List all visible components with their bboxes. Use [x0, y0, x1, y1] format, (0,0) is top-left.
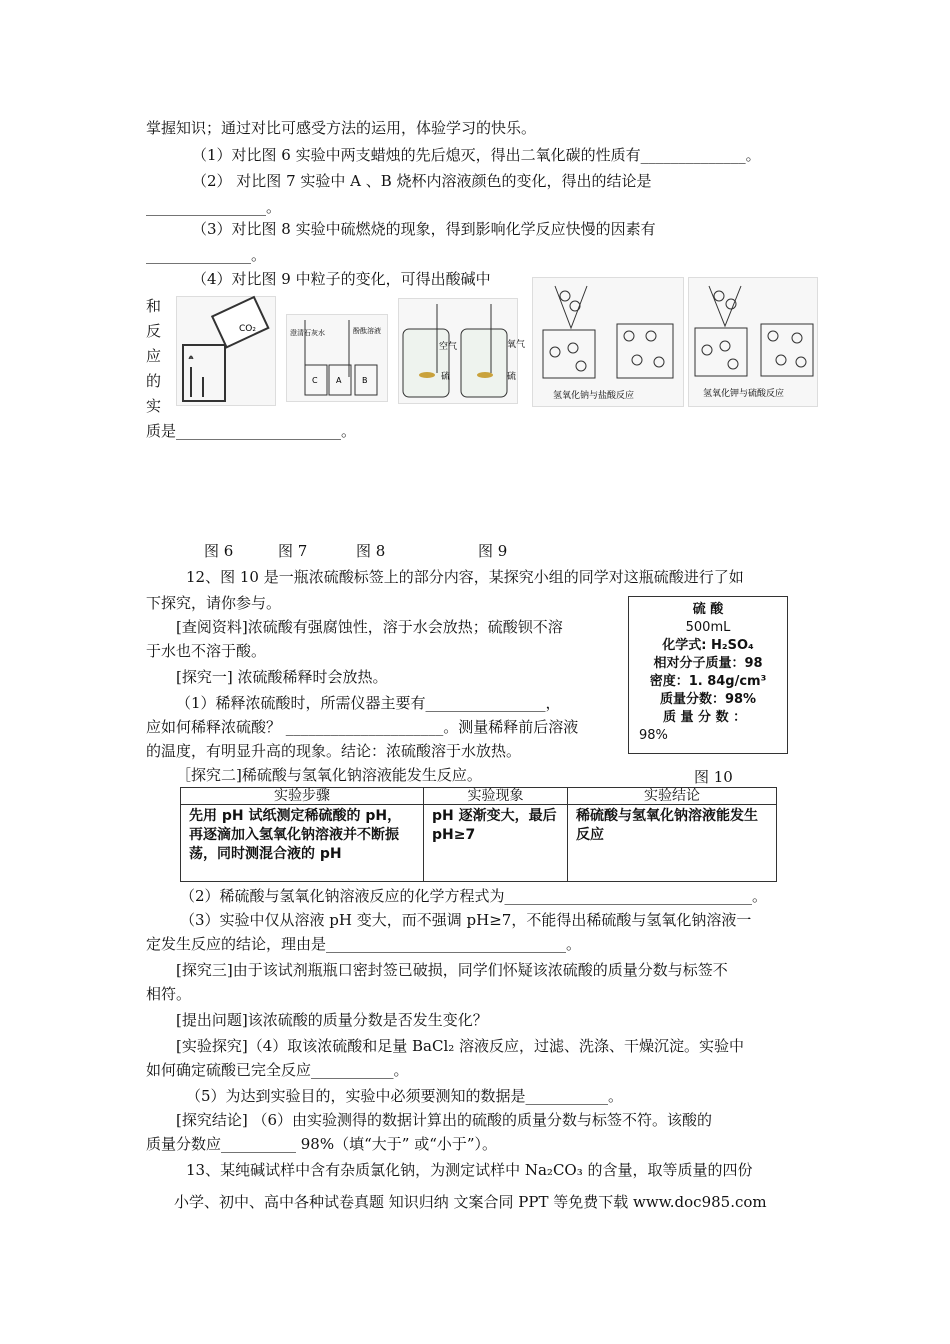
- table-cell: pH 逐渐变大，最后 pH≥7: [424, 805, 568, 882]
- label-fraction-2-value: 98%: [639, 728, 668, 743]
- question-12-intro: 12、图 10 是一瓶浓硫酸标签上的部分内容，某探究小组的同学对这瓶硫酸进行了如: [186, 568, 744, 586]
- label-name: 硫 酸: [692, 602, 724, 617]
- figure-7-label: B: [362, 376, 368, 385]
- question-3: （3）对比图 8 实验中硫燃烧的现象，得到影响化学反应快慢的因素有: [192, 220, 656, 238]
- text-line: （2）稀硫酸与氢氧化钠溶液反应的化学方程式为_________________________________。: [180, 887, 768, 905]
- text-line: [查阅资料]浓硫酸有强腐蚀性，溶于水会放热；硫酸钡不溶: [176, 618, 563, 636]
- figure-8-label: 氧气: [507, 340, 526, 350]
- vertical-char: 的: [146, 372, 162, 390]
- label-mass: 相对分子质量：98: [653, 656, 763, 671]
- text-line: 应如何稀释浓硫酸？ _____________________。测量稀释前后溶液: [146, 718, 579, 736]
- text-line: [探究三]由于该试剂瓶瓶口密封签已破损，同学们怀疑该浓硫酸的质量分数与标签不: [176, 961, 728, 979]
- question-13: 13、某纯碱试样中含有杂质氯化钠，为测定试样中 Na₂CO₃ 的含量，取等质量的四份: [186, 1161, 753, 1179]
- figure-caption: 图 10: [694, 768, 733, 786]
- label-fraction: 质量分数：98%: [659, 692, 757, 707]
- text-line: （1）稀释浓硫酸时，所需仪器主要有________________，: [176, 694, 561, 712]
- text-line: [实验探究]（4）取该浓硫酸和足量 BaCl₂ 溶液反应，过滤、洗涤、干燥沉淀。实验中: [176, 1037, 745, 1055]
- text-line: 如何确定硫酸已完全反应___________。: [146, 1061, 409, 1079]
- figure-7-image: [286, 314, 388, 402]
- text-line: 相符。: [146, 985, 192, 1003]
- footer: 小学、初中、高中各种试卷真题 知识归纳 文案合同 PPT 等免费下载 www.doc985.com: [174, 1193, 767, 1211]
- figure-caption: 图 7: [278, 542, 308, 560]
- text-line: （5）为达到实验目的，实验中必须要测知的数据是___________。: [186, 1087, 624, 1105]
- question-2-blank: ________________。: [146, 198, 282, 216]
- figure-9a-caption: 氢氧化钠与盐酸反应: [553, 391, 635, 401]
- question-1: （1）对比图 6 实验中两支蜡烛的先后熄灭，得出二氧化碳的性质有______________。: [192, 146, 761, 164]
- question-4: （4）对比图 9 中粒子的变化，可得出酸碱中: [192, 270, 491, 288]
- text-line: 的温度，有明显升高的现象。结论：浓硫酸溶于水放热。: [146, 742, 522, 760]
- vertical-char: 应: [146, 347, 162, 365]
- vertical-char: 反: [146, 322, 162, 340]
- text-line: [提出问题]该浓硫酸的质量分数是否发生变化？: [176, 1011, 488, 1029]
- co2-label: CO₂: [239, 324, 256, 334]
- figure-caption: 图 9: [478, 542, 508, 560]
- vertical-char: 和: [146, 297, 162, 315]
- figure-8-label: 硫: [441, 372, 451, 382]
- figure-9b-image: [688, 277, 818, 407]
- experiment-table: [180, 787, 777, 882]
- figure-7-label: C: [312, 376, 318, 385]
- question-2: （2） 对比图 7 实验中 A 、B 烧杯内溶液颜色的变化，得出的结论是: [192, 172, 652, 190]
- label-volume: 500mL: [685, 620, 731, 635]
- figure-caption: 图 8: [356, 542, 386, 560]
- acid-label: [628, 596, 788, 754]
- text-line: 定发生反应的结论，理由是________________________________。: [146, 935, 582, 953]
- figure-8-label: 空气: [439, 342, 458, 352]
- label-density: 密度：1. 84g/cm³: [649, 674, 767, 689]
- text-line: （3）实验中仅从溶液 pH 变大，而不强调 pH≥7，不能得出稀硫酸与氢氧化钠溶液一: [180, 911, 752, 929]
- table-cell: 稀硫酸与氢氧化钠溶液能发生反应: [568, 805, 777, 882]
- figure-8-image: [398, 298, 526, 404]
- figure-caption: 图 6: [204, 542, 234, 560]
- text-line: 于水也不溶于酸。: [146, 642, 267, 660]
- figure-7-label: 酚酞溶液: [353, 327, 381, 335]
- figure-8-label: 硫: [507, 372, 517, 382]
- vertical-char: 实: [146, 397, 162, 415]
- text-line: [探究一] 浓硫酸稀释时会放热。: [176, 668, 388, 686]
- text-line: [探究结论] （6）由实验测得的数据计算出的硫酸的质量分数与标签不符。该酸的: [176, 1111, 713, 1129]
- text-line: ［探究二]稀硫酸与氢氧化钠溶液能发生反应。: [176, 766, 482, 784]
- figure-9b-caption: 氢氧化钾与硫酸反应: [703, 389, 785, 399]
- text-line: 质量分数应__________ 98%（填“大于” 或“小于”）。: [146, 1135, 498, 1153]
- figure-9a-image: [532, 277, 684, 407]
- figure-7-label: A: [336, 376, 342, 385]
- question-3-blank: ______________。: [146, 246, 267, 264]
- label-formula: 化学式: H₂SO₄: [662, 638, 754, 653]
- label-fraction-2: 质 量 分 数 ：: [663, 710, 747, 725]
- table-row: [181, 805, 777, 882]
- table-cell: 先用 pH 试纸测定稀硫酸的 pH，再逐滴加入氢氧化钠溶液并不断振荡，同时测混合液的 pH: [181, 805, 424, 882]
- text-line: 下探究，请你参与。: [146, 594, 282, 612]
- table-header: 实验步骤: [181, 788, 424, 805]
- table-header: 实验结论: [568, 788, 777, 805]
- figure-6-image: [176, 296, 276, 406]
- question-4-blank: 质是______________________。: [146, 422, 357, 440]
- text-line: 掌握知识；通过对比可感受方法的运用，体验学习的快乐。: [146, 119, 537, 137]
- table-header: 实验现象: [424, 788, 568, 805]
- figure-7-label: 澄清石灰水: [290, 329, 325, 337]
